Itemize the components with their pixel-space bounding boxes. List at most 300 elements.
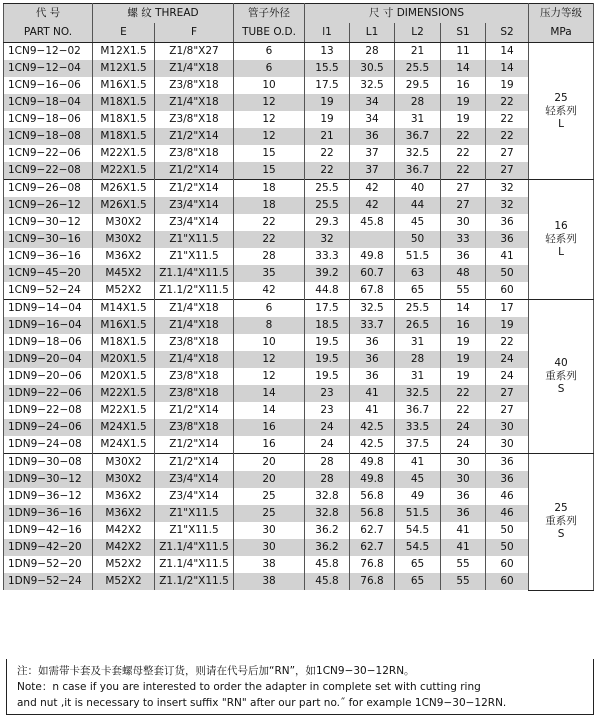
l1-cell: 36 — [350, 368, 395, 385]
header-row-bottom — [4, 23, 594, 43]
l2-cell: 33.5 — [395, 419, 441, 436]
table-row — [4, 419, 594, 436]
s1-cell: 55 — [441, 573, 486, 590]
l1-small-cell: 32.8 — [305, 488, 350, 505]
table-row — [4, 128, 594, 145]
l1-cell: 42.5 — [350, 419, 395, 436]
f-thread-cell: Z3/8"X18 — [155, 334, 234, 351]
f-thread-cell: Z1/2"X14 — [155, 402, 234, 419]
s2-cell: 27 — [486, 145, 529, 162]
s2-cell: 17 — [486, 300, 529, 318]
l1-small-cell: 28 — [305, 454, 350, 472]
l1-cell: 33.7 — [350, 317, 395, 334]
table-row — [4, 77, 594, 94]
tube-od-cell: 14 — [234, 402, 305, 419]
mpa-header: MPa — [529, 23, 594, 43]
table-row — [4, 43, 594, 61]
l1-cell: 32.5 — [350, 77, 395, 94]
tube-od-cell: 12 — [234, 94, 305, 111]
tube-od-cell: 18 — [234, 197, 305, 214]
l2-cell: 65 — [395, 573, 441, 590]
l2-cell: 32.5 — [395, 385, 441, 402]
e-thread-cell: M30X2 — [93, 471, 155, 488]
l1-small-cell: 28 — [305, 471, 350, 488]
table-row — [4, 94, 594, 111]
s1-cell: 22 — [441, 402, 486, 419]
part-no-cell: 1DN9−20−06 — [4, 368, 93, 385]
f-thread-cell: Z1/4"X18 — [155, 300, 234, 318]
part-no-cell: 1DN9−24−08 — [4, 436, 93, 454]
l2-cell: 50 — [395, 231, 441, 248]
l1-cell: 49.8 — [350, 471, 395, 488]
l2-cell: 37.5 — [395, 436, 441, 454]
l1-small-cell: 23 — [305, 402, 350, 419]
l1-cell: 34 — [350, 111, 395, 128]
f-thread-cell: Z1/2"X14 — [155, 128, 234, 145]
part-no-cell: 1DN9−16−04 — [4, 317, 93, 334]
e-thread-cell: M14X1.5 — [93, 300, 155, 318]
e-thread-cell: M52X2 — [93, 282, 155, 300]
f-thread-cell: Z3/8"X18 — [155, 77, 234, 94]
pressure-class-line: 重系列 — [545, 370, 577, 382]
s2-cell: 46 — [486, 505, 529, 522]
s1-cell: 30 — [441, 454, 486, 472]
l1-small-cell: 45.8 — [305, 556, 350, 573]
table-row — [4, 454, 594, 472]
s1-cell: 22 — [441, 385, 486, 402]
part-no-header: PART NO. — [4, 23, 93, 43]
s1-cell: 48 — [441, 265, 486, 282]
l2-cell: 51.5 — [395, 505, 441, 522]
e-thread-cell: M18X1.5 — [93, 334, 155, 351]
part-no-cell: 1DN9−22−06 — [4, 385, 93, 402]
f-thread-cell: Z1/4"X18 — [155, 94, 234, 111]
table-row — [4, 556, 594, 573]
f-thread-cell: Z1"X11.5 — [155, 522, 234, 539]
tube-od-cell: 10 — [234, 334, 305, 351]
f-thread-cell: Z1/2"X14 — [155, 162, 234, 180]
l1-cell: 42 — [350, 180, 395, 198]
pressure-class-line: 轻系列 — [545, 104, 577, 117]
l1-small-cell: 32.8 — [305, 505, 350, 522]
l2-cell: 65 — [395, 282, 441, 300]
l2-cell: 28 — [395, 351, 441, 368]
tube-od-cell: 38 — [234, 573, 305, 590]
tube-od-cell: 18 — [234, 180, 305, 198]
s1-cell: 36 — [441, 488, 486, 505]
pressure-class-line: L — [558, 117, 564, 130]
e-thread-cell: M18X1.5 — [93, 128, 155, 145]
e-thread-cell: M22X1.5 — [93, 402, 155, 419]
f-thread-cell: Z1.1/4"X11.5 — [155, 265, 234, 282]
l1-cell: 36 — [350, 128, 395, 145]
l1-cell: 36 — [350, 351, 395, 368]
l2-cell: 41 — [395, 454, 441, 472]
tube-od-cell: 8 — [234, 317, 305, 334]
table-row — [4, 505, 594, 522]
l2-cell: 51.5 — [395, 248, 441, 265]
s1-cell: 19 — [441, 368, 486, 385]
tube-od-cell: 15 — [234, 162, 305, 180]
pressure-class-line: S — [557, 383, 565, 395]
l2-cell: 63 — [395, 265, 441, 282]
table-row — [4, 436, 594, 454]
tube-od-cell: 30 — [234, 522, 305, 539]
part-no-cell: 1DN9−42−16 — [4, 522, 93, 539]
s2-cell: 22 — [486, 111, 529, 128]
table-row — [4, 317, 594, 334]
tube-od-cell: 12 — [234, 111, 305, 128]
tube-od-header: TUBE O.D. — [234, 23, 305, 43]
f-thread-cell: Z1.1/2"X11.5 — [155, 573, 234, 590]
s2-cell: 14 — [486, 43, 529, 61]
pressure-class-line: S — [557, 528, 565, 541]
part-no-cell: 1CN9−52−24 — [4, 282, 93, 300]
part-no-cell: 1CN9−45−20 — [4, 265, 93, 282]
l2-cell: 31 — [395, 111, 441, 128]
pressure-class-line: 40 — [554, 357, 568, 369]
tube-od-cell: 30 — [234, 539, 305, 556]
f-thread-cell: Z3/4"X14 — [155, 471, 234, 488]
part-no-cell: 1CN9−16−06 — [4, 77, 93, 94]
l2-cell: 44 — [395, 197, 441, 214]
table-row — [4, 573, 594, 590]
l2-cell: 54.5 — [395, 539, 441, 556]
l1-cell: 49.8 — [350, 454, 395, 472]
s2-cell: 27 — [486, 402, 529, 419]
part-no-cell: 1CN9−30−16 — [4, 231, 93, 248]
f-header: F — [155, 23, 234, 43]
tube-od-cell: 35 — [234, 265, 305, 282]
tube-header: 管子外径 — [234, 4, 305, 24]
l1-small-cell: 22 — [305, 162, 350, 180]
l1-cell: 37 — [350, 162, 395, 180]
l2-cell: 65 — [395, 556, 441, 573]
part-no-cell: 1DN9−52−20 — [4, 556, 93, 573]
pressure-class-cell — [529, 300, 594, 454]
s2-cell: 50 — [486, 265, 529, 282]
s2-cell: 24 — [486, 351, 529, 368]
s1-cell: 14 — [441, 300, 486, 318]
s2-cell: 60 — [486, 282, 529, 300]
l1-small-cell: 19.5 — [305, 368, 350, 385]
e-thread-cell: M18X1.5 — [93, 94, 155, 111]
s2-cell: 22 — [486, 128, 529, 145]
e-header: E — [93, 23, 155, 43]
part-no-cell: 1DN9−20−04 — [4, 351, 93, 368]
s2-cell: 32 — [486, 180, 529, 198]
s2-cell: 60 — [486, 556, 529, 573]
tube-od-cell: 6 — [234, 60, 305, 77]
e-thread-cell: M20X1.5 — [93, 368, 155, 385]
l1-small-cell: 24 — [305, 436, 350, 454]
note-chinese: 注：如需带卡套及卡套螺母整套订货，则请在代号后加“RN”，如1CN9−30−12RN。 — [17, 665, 415, 677]
l1-small-cell: 19.5 — [305, 351, 350, 368]
e-thread-cell: M12X1.5 — [93, 43, 155, 61]
s2-cell: 36 — [486, 471, 529, 488]
f-thread-cell: Z3/8"X18 — [155, 385, 234, 402]
table-row — [4, 471, 594, 488]
pressure-class-line: 25 — [554, 91, 568, 104]
pressure-class-line: 16 — [554, 220, 568, 232]
l1-small-cell: 21 — [305, 128, 350, 145]
table-row — [4, 60, 594, 77]
part-no-cell: 1DN9−42−20 — [4, 539, 93, 556]
s1-cell: 19 — [441, 94, 486, 111]
e-thread-cell: M52X2 — [93, 556, 155, 573]
l2-cell: 32.5 — [395, 145, 441, 162]
tube-od-cell: 38 — [234, 556, 305, 573]
e-thread-cell: M30X2 — [93, 231, 155, 248]
table-row — [4, 282, 594, 300]
s2-cell: 27 — [486, 385, 529, 402]
f-thread-cell: Z1.1/4"X11.5 — [155, 539, 234, 556]
pressure-class-cell — [529, 180, 594, 300]
l1-cell: 62.7 — [350, 522, 395, 539]
l1-small-cell: 25.5 — [305, 197, 350, 214]
dimension-table — [3, 3, 594, 591]
tube-od-cell: 15 — [234, 145, 305, 162]
e-thread-cell: M45X2 — [93, 265, 155, 282]
part-no-cell: 1CN9−18−06 — [4, 111, 93, 128]
tube-od-cell: 12 — [234, 368, 305, 385]
l2-cell: 26.5 — [395, 317, 441, 334]
f-thread-cell: Z1/8"X27 — [155, 43, 234, 61]
note-block — [6, 659, 594, 715]
e-thread-cell: M20X1.5 — [93, 351, 155, 368]
tube-od-cell: 25 — [234, 488, 305, 505]
part-no-cell: 1CN9−36−16 — [4, 248, 93, 265]
table-row — [4, 214, 594, 231]
s2-cell: 30 — [486, 436, 529, 454]
l2-cell: 36.7 — [395, 128, 441, 145]
pressure-class-line: 轻系列 — [545, 233, 577, 245]
l1-cell: 56.8 — [350, 488, 395, 505]
e-thread-cell: M22X1.5 — [93, 162, 155, 180]
s1-cell: 55 — [441, 556, 486, 573]
l1-cell: 60.7 — [350, 265, 395, 282]
l2-cell: 45 — [395, 471, 441, 488]
f-thread-cell: Z3/4"X14 — [155, 197, 234, 214]
e-thread-cell: M30X2 — [93, 214, 155, 231]
l1-small-cell: 17.5 — [305, 77, 350, 94]
l1-cell: 42 — [350, 197, 395, 214]
tube-od-cell: 42 — [234, 282, 305, 300]
s1-cell: 30 — [441, 471, 486, 488]
s1-cell: 19 — [441, 111, 486, 128]
f-thread-cell: Z1"X11.5 — [155, 248, 234, 265]
l1-cell: 67.8 — [350, 282, 395, 300]
s1-cell: 30 — [441, 214, 486, 231]
pressure-class-line: 重系列 — [545, 515, 577, 528]
l1-cell: 32.5 — [350, 300, 395, 318]
tube-od-cell: 14 — [234, 385, 305, 402]
l1-small-cell: 25.5 — [305, 180, 350, 198]
part-no-cell: 1CN9−22−08 — [4, 162, 93, 180]
pressure-class-line: L — [558, 246, 564, 258]
part-no-cell: 1CN9−22−06 — [4, 145, 93, 162]
e-thread-cell: M36X2 — [93, 488, 155, 505]
part-no-cell: 1DN9−22−08 — [4, 402, 93, 419]
table-row — [4, 385, 594, 402]
e-thread-cell: M30X2 — [93, 454, 155, 472]
note-english-line-2: and nut ,it is necessary to insert suffix "RN" after our part no.˝ for example 1CN9−30−12RN. — [17, 697, 507, 709]
s1-cell: 11 — [441, 43, 486, 61]
e-thread-cell: M24X1.5 — [93, 436, 155, 454]
f-thread-cell: Z3/8"X18 — [155, 419, 234, 436]
e-thread-cell: M26X1.5 — [93, 197, 155, 214]
l1-small-cell: 17.5 — [305, 300, 350, 318]
part-no-cell: 1CN9−18−08 — [4, 128, 93, 145]
table-row — [4, 300, 594, 318]
s1-cell: 22 — [441, 145, 486, 162]
l1-cell: 36 — [350, 334, 395, 351]
s1-header: S1 — [441, 23, 486, 43]
f-thread-cell: Z1/4"X18 — [155, 60, 234, 77]
part-no-cell: 1DN9−30−12 — [4, 471, 93, 488]
e-thread-cell: M36X2 — [93, 505, 155, 522]
l1-small-cell: 18.5 — [305, 317, 350, 334]
e-thread-cell: M12X1.5 — [93, 60, 155, 77]
specification-sheet — [3, 3, 593, 709]
s2-cell: 36 — [486, 231, 529, 248]
l2-cell: 31 — [395, 368, 441, 385]
l1-small-cell: 39.2 — [305, 265, 350, 282]
s1-cell: 27 — [441, 197, 486, 214]
l1-small-cell: 24 — [305, 419, 350, 436]
thread-header: 螺 纹 THREAD — [93, 4, 234, 24]
l2-header: L2 — [395, 23, 441, 43]
l2-cell: 36.7 — [395, 162, 441, 180]
table-row — [4, 334, 594, 351]
f-thread-cell: Z3/8"X18 — [155, 145, 234, 162]
f-thread-cell: Z1/2"X14 — [155, 436, 234, 454]
pressure-class-line: 25 — [554, 502, 568, 515]
table-body — [4, 43, 594, 591]
l1-small-cell: 29.3 — [305, 214, 350, 231]
l1-cell: 62.7 — [350, 539, 395, 556]
l1-small-cell: 23 — [305, 385, 350, 402]
f-thread-cell: Z1/2"X14 — [155, 454, 234, 472]
s1-cell: 19 — [441, 351, 486, 368]
f-thread-cell: Z3/4"X14 — [155, 488, 234, 505]
s1-cell: 41 — [441, 539, 486, 556]
tube-od-cell: 28 — [234, 248, 305, 265]
s2-cell: 22 — [486, 94, 529, 111]
l1-cell: 37 — [350, 145, 395, 162]
s1-cell: 41 — [441, 522, 486, 539]
part-no-cell: 1DN9−18−06 — [4, 334, 93, 351]
l1-small-header: l1 — [305, 23, 350, 43]
part-no-cell: 1DN9−36−12 — [4, 488, 93, 505]
s2-cell: 41 — [486, 248, 529, 265]
tube-od-cell: 6 — [234, 300, 305, 318]
s1-cell: 16 — [441, 317, 486, 334]
l1-small-cell: 44.8 — [305, 282, 350, 300]
l1-small-cell: 13 — [305, 43, 350, 61]
s1-cell: 27 — [441, 180, 486, 198]
tube-od-cell: 20 — [234, 471, 305, 488]
s1-cell: 24 — [441, 436, 486, 454]
f-thread-cell: Z1/4"X18 — [155, 351, 234, 368]
l1-small-cell: 36.2 — [305, 522, 350, 539]
part-no-cell: 1CN9−12−04 — [4, 60, 93, 77]
s1-cell: 36 — [441, 505, 486, 522]
part-no-cell: 1CN9−26−12 — [4, 197, 93, 214]
table-row — [4, 162, 594, 180]
l2-cell: 28 — [395, 94, 441, 111]
table-row — [4, 351, 594, 368]
part-no-cell: 1CN9−18−04 — [4, 94, 93, 111]
l1-cell: 34 — [350, 94, 395, 111]
f-thread-cell: Z1"X11.5 — [155, 505, 234, 522]
l2-cell: 21 — [395, 43, 441, 61]
pressure-class-cell — [529, 43, 594, 180]
s1-cell: 14 — [441, 60, 486, 77]
l2-cell: 54.5 — [395, 522, 441, 539]
part-no-cell: 1CN9−30−12 — [4, 214, 93, 231]
s2-header: S2 — [486, 23, 529, 43]
tube-od-cell: 16 — [234, 419, 305, 436]
s2-cell: 27 — [486, 162, 529, 180]
e-thread-cell: M22X1.5 — [93, 145, 155, 162]
f-thread-cell: Z1.1/2"X11.5 — [155, 282, 234, 300]
table-row — [4, 368, 594, 385]
s2-cell: 50 — [486, 522, 529, 539]
tube-od-cell: 25 — [234, 505, 305, 522]
l1-cell: 56.8 — [350, 505, 395, 522]
f-thread-cell: Z3/8"X18 — [155, 368, 234, 385]
l1-small-cell: 19 — [305, 111, 350, 128]
l1-small-cell: 15.5 — [305, 60, 350, 77]
table-row — [4, 180, 594, 198]
part-no-cell: 1DN9−30−08 — [4, 454, 93, 472]
f-thread-cell: Z1/4"X18 — [155, 317, 234, 334]
tube-od-cell: 12 — [234, 128, 305, 145]
f-thread-cell: Z3/8"X18 — [155, 111, 234, 128]
s2-cell: 60 — [486, 573, 529, 590]
l1-small-cell: 36.2 — [305, 539, 350, 556]
table-row — [4, 111, 594, 128]
f-thread-cell: Z1.1/4"X11.5 — [155, 556, 234, 573]
f-thread-cell: Z1"X11.5 — [155, 231, 234, 248]
note-english-line-1: Note：n case if you are interested to order the adapter in complete set with cutting ring — [17, 681, 481, 693]
s2-cell: 46 — [486, 488, 529, 505]
e-thread-cell: M18X1.5 — [93, 111, 155, 128]
l2-cell: 31 — [395, 334, 441, 351]
s1-cell: 16 — [441, 77, 486, 94]
s1-cell: 24 — [441, 419, 486, 436]
s2-cell: 36 — [486, 214, 529, 231]
l1-small-cell: 19 — [305, 94, 350, 111]
part-no-cell: 1DN9−36−16 — [4, 505, 93, 522]
e-thread-cell: M24X1.5 — [93, 419, 155, 436]
code-header: 代 号 — [4, 4, 93, 24]
part-no-cell: 1CN9−12−02 — [4, 43, 93, 61]
l1-small-cell: 45.8 — [305, 573, 350, 590]
s2-cell: 24 — [486, 368, 529, 385]
l1-cell: 49.8 — [350, 248, 395, 265]
s2-cell: 19 — [486, 77, 529, 94]
table-row — [4, 402, 594, 419]
e-thread-cell: M42X2 — [93, 522, 155, 539]
tube-od-cell: 12 — [234, 351, 305, 368]
part-no-cell: 1CN9−26−08 — [4, 180, 93, 198]
l1-cell — [350, 231, 395, 248]
dimensions-header: 尺 寸 DIMENSIONS — [305, 4, 529, 24]
l1-small-cell: 19.5 — [305, 334, 350, 351]
table-row — [4, 145, 594, 162]
